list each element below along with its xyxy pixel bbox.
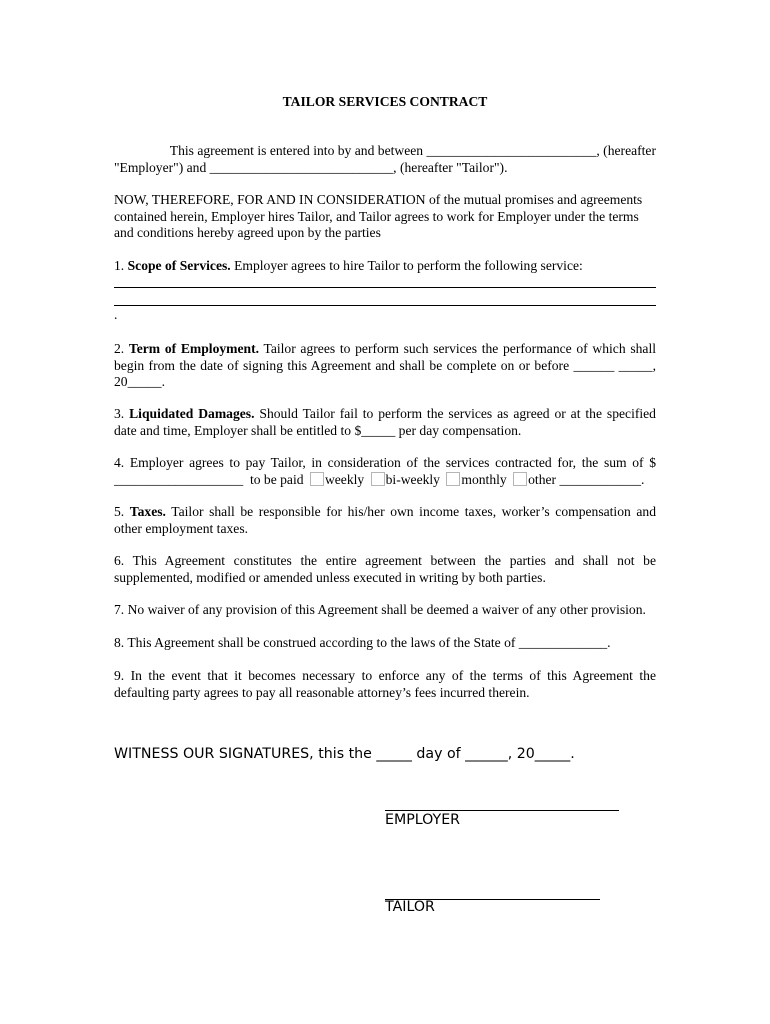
section-heading: Taxes.: [129, 504, 166, 519]
other-option-label: other: [528, 471, 557, 487]
employer-signature-line[interactable]: [385, 810, 619, 811]
tailor-label: TAILOR: [385, 899, 435, 915]
service-blank-line-2: [114, 305, 656, 306]
section-liquidated-damages: 3. Liquidated Damages. Should Tailor fail to perform the services as agreed or at the specified date and time, Employer shall be entitled to $_____ per day compensation.: [114, 406, 656, 438]
monthly-checkbox[interactable]: [446, 472, 460, 486]
section-entire-agreement: 6. This Agreement constitutes the entire agreement between the parties and shall not be supplemented, modified or amended unless executed in writing by both parties.: [114, 553, 656, 585]
document-title: TAILOR SERVICES CONTRACT: [282, 94, 488, 109]
section-attorney-fees: 9. In the event that it becomes necessary to enforce any of the terms of this Agreement the defaulting party agrees to pay all reasonable attorney’s fees incurred therein.: [114, 668, 656, 700]
weekly-option-label: weekly: [324, 471, 365, 487]
section-heading: Scope of Services.: [127, 258, 231, 273]
other-checkbox[interactable]: [513, 472, 527, 486]
monthly-option-label: monthly: [461, 471, 507, 487]
section-heading: Term of Employment.: [128, 341, 260, 356]
section-scope-of-services: 1. Scope of Services. Employer agrees to hire Tailor to perform the following service:: [114, 258, 583, 273]
employer-label: EMPLOYER: [385, 812, 461, 828]
section-governing-law: 8. This Agreement shall be construed according to the laws of the State of _____________.: [114, 635, 611, 650]
intro-line-2: "Employer") and ___________________________, (hereafter "Tailor").: [114, 159, 508, 175]
biweekly-checkbox[interactable]: [371, 472, 385, 486]
intro-line-1: This agreement is entered into by and between _________________________, (hereafter: [169, 143, 656, 158]
consideration-paragraph: NOW, THEREFORE, FOR AND IN CONSIDERATION of the mutual promises and agreements contained herein, Employer hires Tailor, and Tailor agrees to work for Employer under the terms and conditions hereby agreed upon by the parties: [114, 192, 643, 240]
service-period: .: [114, 307, 118, 322]
witness-signatures-line: WITNESS OUR SIGNATURES, this the _____ day of ______, 20_____.: [114, 746, 575, 762]
section-no-waiver: 7. No waiver of any provision of this Agreement shall be deemed a waiver of any other provision.: [114, 602, 646, 617]
payment-line-1: 4. Employer agrees to pay Tailor, in consideration of the services contracted for, the sum of $: [114, 455, 656, 470]
section-heading: Liquidated Damages.: [129, 406, 255, 421]
section-payment: [114, 455, 656, 488]
payment-line-2: ___________________ to be paid weekly bi-weekly monthly other ____________.: [114, 471, 645, 487]
weekly-checkbox[interactable]: [310, 472, 324, 486]
section-term-of-employment: 2. Term of Employment. Tailor agrees to perform such services the performance of which shall begin from the date of signing this Agreement and shall be complete on or before ______ _____, 20_____.: [114, 341, 656, 389]
section-taxes: 5. Taxes. Tailor shall be responsible for his/her own income taxes, worker’s compensation and other employment taxes.: [114, 504, 656, 536]
biweekly-option-label: bi-weekly: [385, 471, 440, 487]
service-blank-line-1: [114, 287, 656, 288]
intro-paragraph: [114, 143, 656, 176]
